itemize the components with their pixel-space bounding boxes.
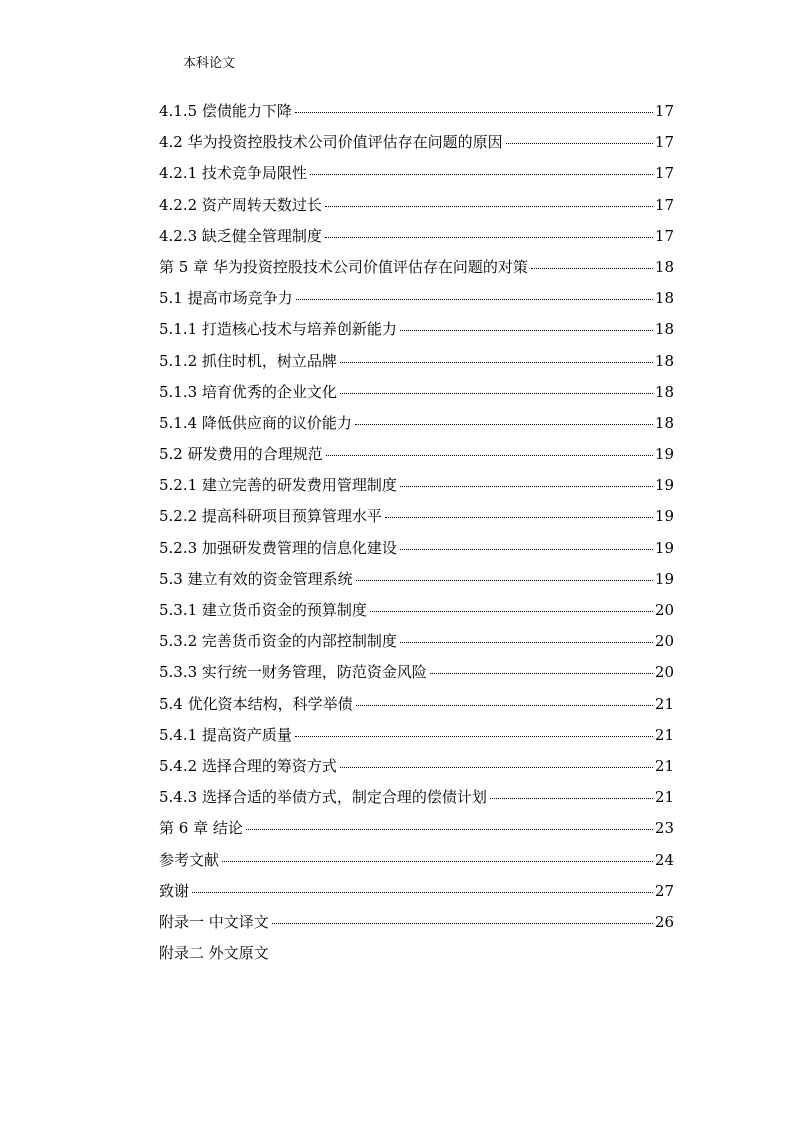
toc-entry-title: 5.2.3 加强研发费管理的信息化建设 <box>159 538 397 557</box>
toc-entry-page: 18 <box>654 382 674 401</box>
toc-entry[interactable] <box>159 661 674 692</box>
toc-dot-leader <box>340 392 653 394</box>
toc-entry-page: 18 <box>654 320 674 339</box>
toc-dot-leader <box>192 891 653 893</box>
toc-entry-page: 19 <box>654 507 674 526</box>
toc-entry-page: 21 <box>654 694 674 713</box>
toc-entry-page: 21 <box>654 756 674 775</box>
toc-entry[interactable] <box>159 318 674 349</box>
toc-entry[interactable] <box>159 100 674 131</box>
toc-dot-leader <box>385 516 653 518</box>
toc-entry-page: 17 <box>654 133 674 152</box>
toc-dot-leader <box>400 548 653 550</box>
toc-entry[interactable] <box>159 786 674 817</box>
toc-entry-title: 4.1.5 偿债能力下降 <box>159 102 292 120</box>
toc-entry-page: 17 <box>654 164 674 183</box>
toc-dot-leader <box>400 641 653 643</box>
toc-entry[interactable] <box>159 443 674 474</box>
toc-entry-title: 5.2.1 建立完善的研发费用管理制度 <box>159 476 397 495</box>
toc-entry-title: 参考文献 <box>159 850 220 869</box>
toc-entry-title: 5.4.2 选择合理的筹资方式 <box>159 756 337 775</box>
toc-dot-leader <box>400 329 653 331</box>
toc-entry-title: 5.3.2 完善货币资金的内部控制制度 <box>159 632 397 651</box>
toc-entry[interactable] <box>159 911 674 942</box>
toc-entry[interactable] <box>159 693 674 724</box>
toc-entry-title: 致谢 <box>159 881 190 900</box>
toc-entry-title: 5.4.1 提高资产质量 <box>159 725 292 744</box>
toc-entry-page: 17 <box>654 226 674 245</box>
page-header: 本科论文 <box>183 56 236 71</box>
toc-dot-leader <box>222 860 653 862</box>
toc-dot-leader <box>355 423 653 425</box>
toc-entry[interactable] <box>159 225 674 256</box>
toc-dot-leader <box>326 454 653 456</box>
toc-entry[interactable] <box>159 194 674 225</box>
toc-entry-title: 5.1.2 抓住时机，树立品牌 <box>159 351 337 370</box>
toc-entry-page: 18 <box>654 257 674 276</box>
toc-entry-title: 4.2.1 技术竞争局限性 <box>159 164 307 183</box>
toc-dot-leader <box>356 579 653 581</box>
toc-entry-title: 5.3 建立有效的资金管理系统 <box>159 569 353 588</box>
toc-dot-leader <box>296 298 653 300</box>
toc-entry[interactable] <box>159 505 674 536</box>
toc-entry-title: 4.2.2 资产周转天数过长 <box>159 195 322 214</box>
toc-entry-page: 18 <box>654 413 674 432</box>
toc-entry[interactable] <box>159 537 674 568</box>
toc-entry[interactable] <box>159 131 674 162</box>
toc-entry-title: 5.3.3 实行统一财务管理，防范资金风险 <box>159 663 427 682</box>
toc-entry-title: 5.1.1 打造核心技术与培养创新能力 <box>159 320 397 339</box>
toc-entry-page: 19 <box>654 445 674 464</box>
toc-entry-page: 17 <box>654 102 674 120</box>
toc-entry-title: 5.2.2 提高科研项目预算管理水平 <box>159 507 382 526</box>
toc-entry[interactable] <box>159 942 674 973</box>
toc-entry-page: 26 <box>654 912 674 931</box>
toc-entry[interactable] <box>159 412 674 443</box>
toc-entry-page: 24 <box>654 850 674 869</box>
toc-entry-title: 4.2 华为投资控股技术公司价值评估存在问题的原因 <box>159 133 503 152</box>
toc-dot-leader <box>310 173 653 175</box>
toc-dot-leader <box>400 485 653 487</box>
toc-entry[interactable] <box>159 568 674 599</box>
toc-entry[interactable] <box>159 880 674 911</box>
toc-entry-page: 23 <box>654 819 674 838</box>
toc-entry-title: 5.1.4 降低供应商的议价能力 <box>159 413 352 432</box>
toc-entry[interactable] <box>159 630 674 661</box>
toc-entry[interactable] <box>159 817 674 848</box>
toc-entry-title: 第 5 章 华为投资控股技术公司价值评估存在问题的对策 <box>159 257 528 276</box>
toc-entry-page: 19 <box>654 476 674 495</box>
toc-entry-page: 18 <box>654 351 674 370</box>
toc-entry-title: 4.2.3 缺乏健全管理制度 <box>159 226 322 245</box>
toc-entry-page: 27 <box>654 881 674 900</box>
toc-dot-leader <box>295 111 653 113</box>
toc-dot-leader <box>246 828 653 830</box>
toc-dot-leader <box>340 361 653 363</box>
toc-entry-title: 5.2 研发费用的合理规范 <box>159 445 323 464</box>
toc-entry[interactable] <box>159 724 674 755</box>
toc-entry-title: 附录二 外文原文 <box>159 944 269 963</box>
toc-dot-leader <box>272 922 653 924</box>
toc-entry-title: 5.4 优化资本结构，科学举债 <box>159 694 353 713</box>
toc-dot-leader <box>295 735 653 737</box>
toc-entry[interactable] <box>159 162 674 193</box>
toc-entry-title: 附录一 中文译文 <box>159 912 269 931</box>
table-of-contents <box>159 100 674 973</box>
toc-dot-leader <box>325 236 653 238</box>
toc-dot-leader <box>490 797 653 799</box>
toc-entry[interactable] <box>159 381 674 412</box>
toc-dot-leader <box>325 205 653 207</box>
toc-dot-leader <box>531 267 653 269</box>
toc-entry[interactable] <box>159 755 674 786</box>
toc-dot-leader <box>370 610 653 612</box>
toc-entry-title: 5.1.3 培育优秀的企业文化 <box>159 382 337 401</box>
toc-entry[interactable] <box>159 287 674 318</box>
toc-entry-page: 20 <box>654 663 674 682</box>
toc-dot-leader <box>340 766 653 768</box>
toc-entry-title: 第 6 章 结论 <box>159 819 243 838</box>
toc-entry-page: 19 <box>654 538 674 557</box>
toc-entry[interactable] <box>159 350 674 381</box>
toc-entry[interactable] <box>159 599 674 630</box>
toc-entry[interactable] <box>159 474 674 505</box>
toc-entry-page: 20 <box>654 601 674 619</box>
toc-dot-leader <box>356 704 653 706</box>
toc-entry-title: 5.3.1 建立货币资金的预算制度 <box>159 601 367 619</box>
toc-entry-page: 21 <box>654 788 674 807</box>
toc-entry[interactable] <box>159 849 674 880</box>
toc-dot-leader <box>506 142 653 144</box>
toc-entry-page: 20 <box>654 632 674 651</box>
toc-entry-title: 5.4.3 选择合适的举债方式，制定合理的偿债计划 <box>159 788 487 807</box>
toc-entry-page: 19 <box>654 569 674 588</box>
toc-entry-title: 5.1 提高市场竞争力 <box>159 289 293 308</box>
toc-entry-page: 17 <box>654 195 674 214</box>
toc-entry-page: 21 <box>654 725 674 744</box>
toc-dot-leader <box>430 672 653 674</box>
toc-entry-page: 18 <box>654 289 674 308</box>
toc-entry[interactable] <box>159 256 674 287</box>
